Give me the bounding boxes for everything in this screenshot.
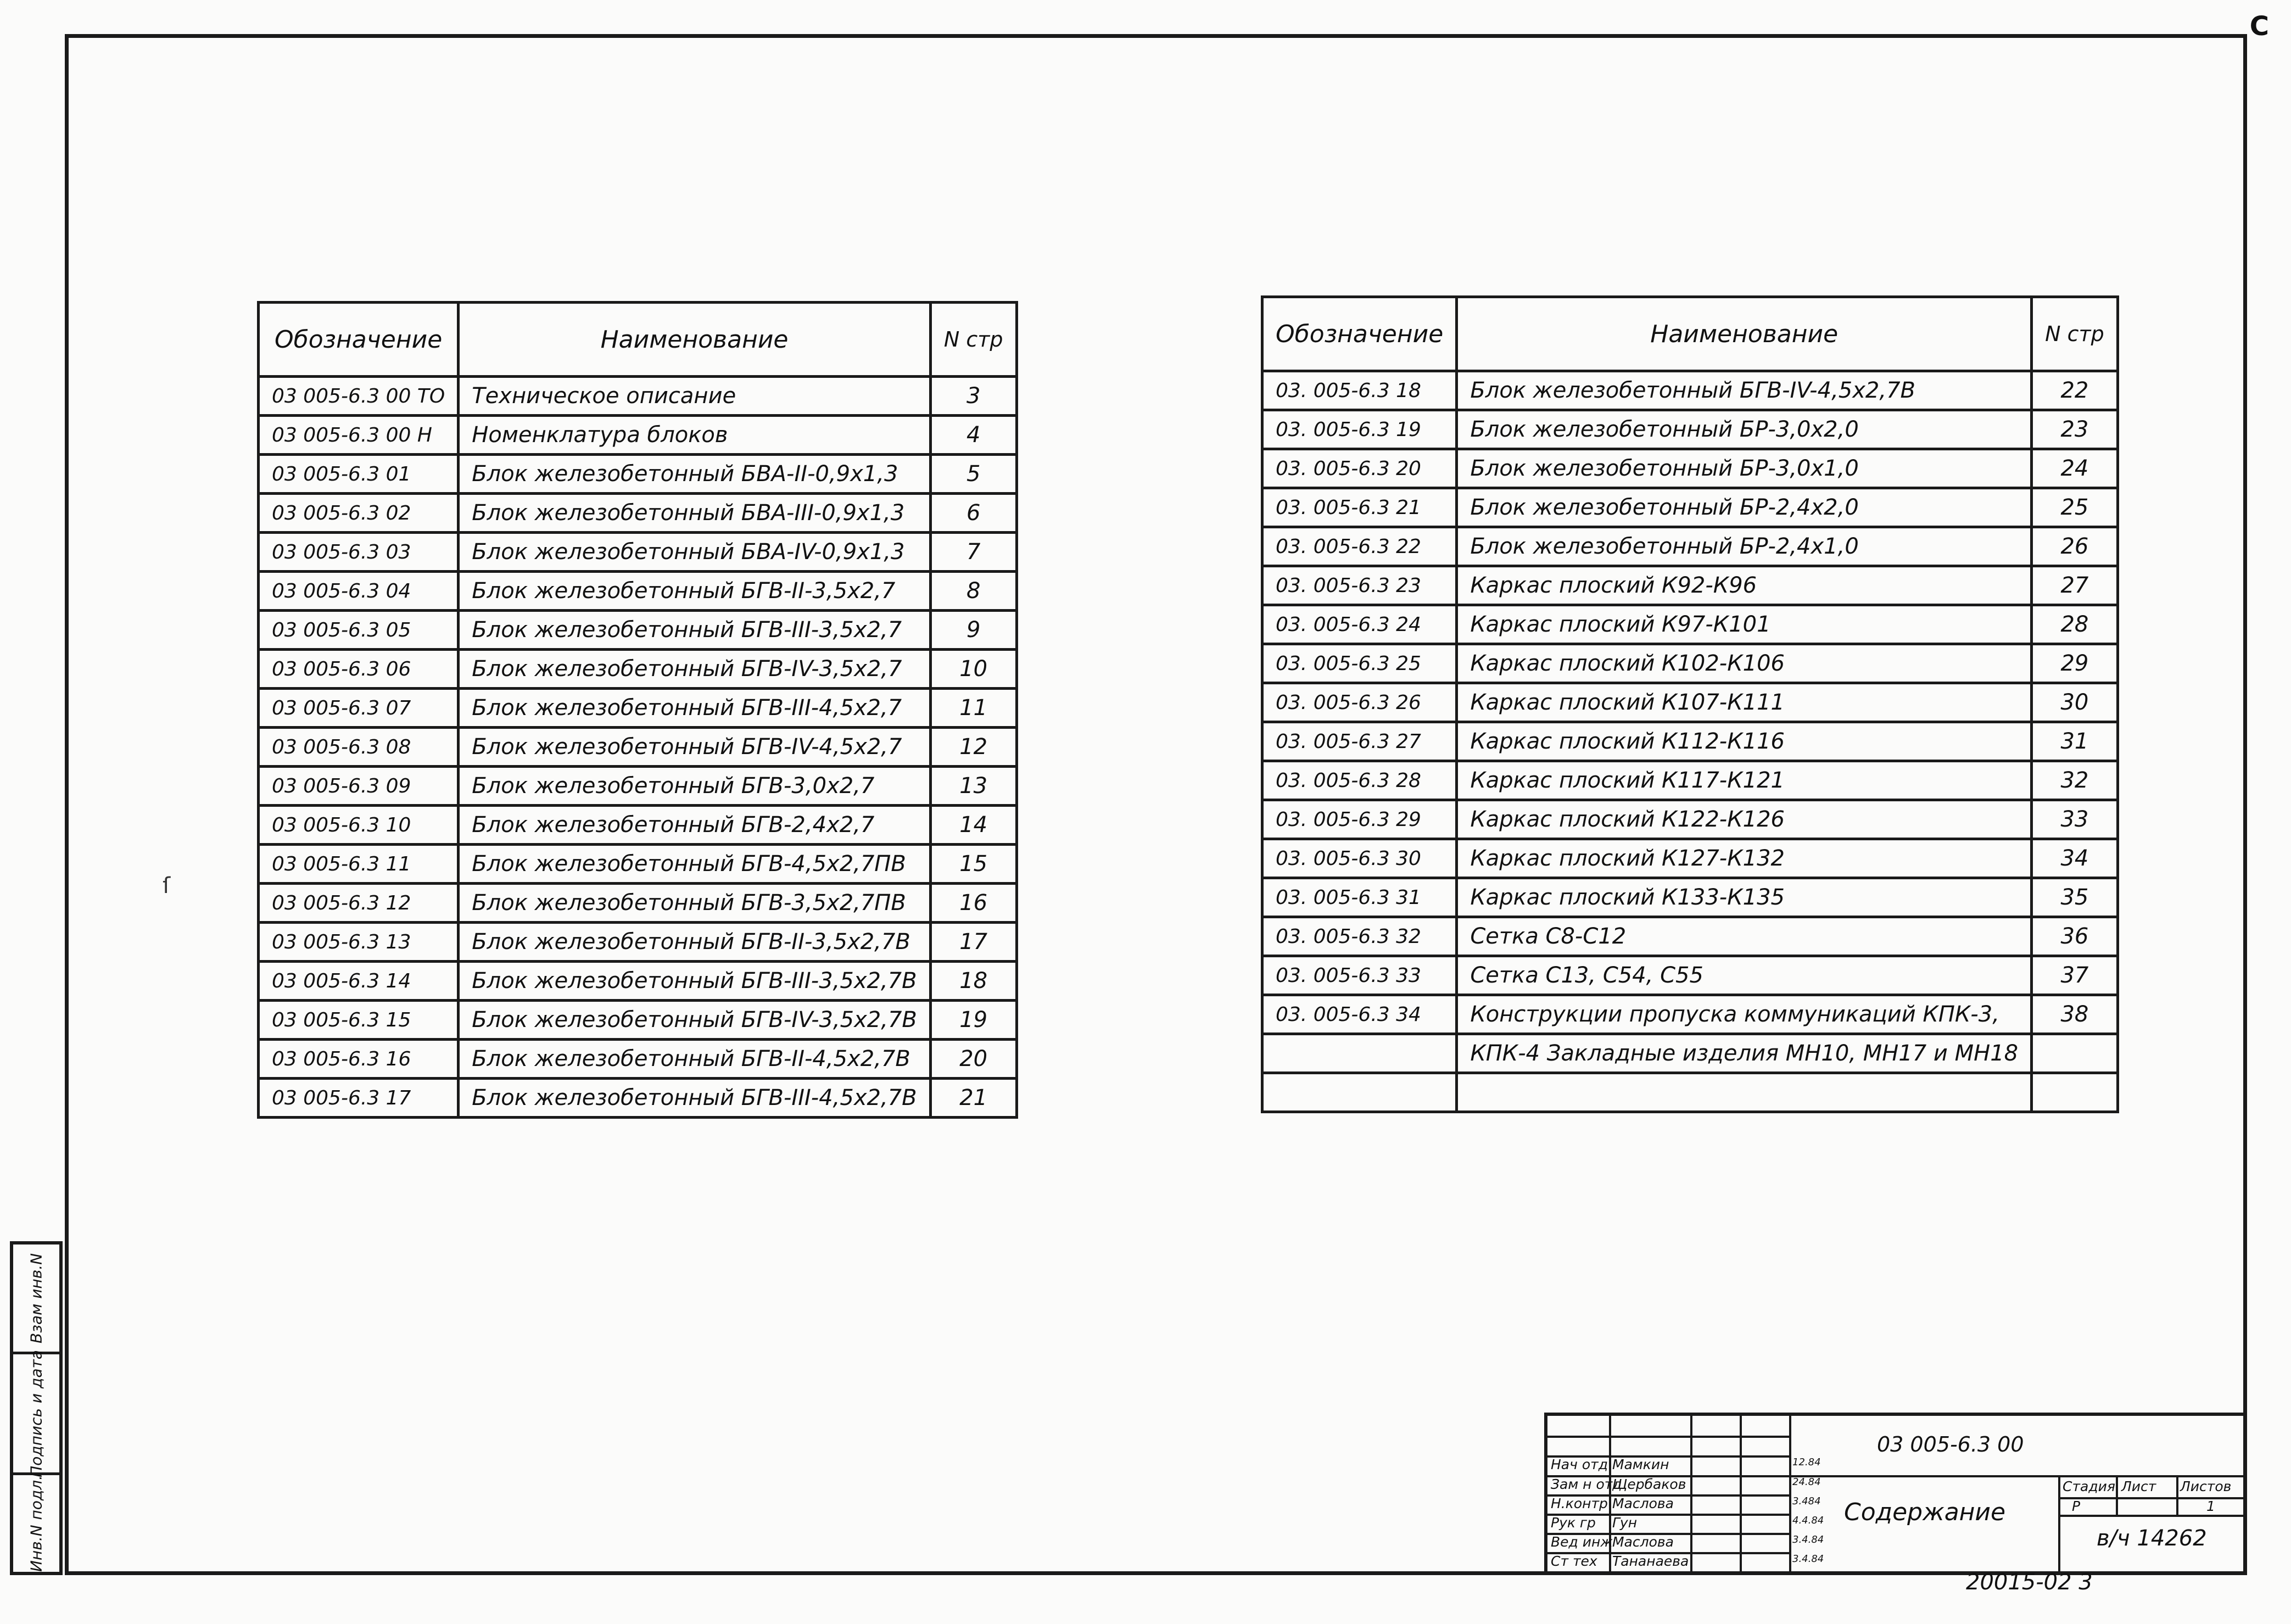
row-name — [1457, 1073, 2032, 1112]
row-name: Блок железобетонный БГВ-III-3,5х2,7 — [459, 611, 931, 650]
contents-table-right — [1261, 295, 2119, 1113]
table-row — [259, 533, 1017, 572]
table-row — [259, 572, 1017, 611]
row-code: 03. 005-6.3 30 — [1262, 839, 1457, 878]
staff-role: Рук гр — [1551, 1515, 1596, 1531]
row-page: 18 — [930, 962, 1016, 1001]
row-code: 03. 005-6.3 21 — [1262, 488, 1457, 527]
sheets-label: Листов — [2180, 1478, 2232, 1494]
row-code: 03 005-6.3 01 — [259, 455, 459, 494]
table-header-row — [1262, 297, 2118, 371]
row-code: 03 005-6.3 16 — [259, 1040, 459, 1079]
row-code: 03. 005-6.3 27 — [1262, 722, 1457, 761]
staff-role: Ст тех — [1551, 1553, 1597, 1569]
document-title: Содержание — [1844, 1498, 2006, 1526]
table-row — [1262, 800, 2118, 839]
row-name: КПК-4 Закладные изделия МН10, МН17 и МН18 — [1457, 1034, 2032, 1073]
table-row — [1262, 1073, 2118, 1112]
stage-label: Стадия — [2063, 1478, 2115, 1494]
row-name: Блок железобетонный БГВ-2,4х2,7 — [459, 806, 931, 845]
row-name: Блок железобетонный БГВ-IV-4,5х2,7В — [1457, 371, 2032, 410]
row-code: 03 005-6.3 06 — [259, 650, 459, 689]
row-name: Сетка С8-С12 — [1457, 917, 2032, 956]
staff-date: 3.484 — [1792, 1495, 1821, 1507]
row-code: 03 005-6.3 17 — [259, 1079, 459, 1118]
row-name: Каркас плоский К122-К126 — [1457, 800, 2032, 839]
side-approval-strip — [10, 1241, 63, 1575]
row-name: Техническое описание — [459, 377, 931, 416]
table-row — [1262, 410, 2118, 449]
row-name: Каркас плоский К133-К135 — [1457, 878, 2032, 917]
row-page: 35 — [2032, 878, 2118, 917]
row-page: 22 — [2032, 371, 2118, 410]
row-code: 03 005-6.3 12 — [259, 884, 459, 923]
row-code: 03 005-6.3 02 — [259, 494, 459, 533]
header-name: Наименование — [459, 303, 931, 377]
row-name: Каркас плоский К112-К116 — [1457, 722, 2032, 761]
staff-role: Вед инж — [1551, 1534, 1613, 1550]
row-code: 03. 005-6.3 22 — [1262, 527, 1457, 566]
row-page: 17 — [930, 923, 1016, 962]
row-code: 03 005-6.3 14 — [259, 962, 459, 1001]
row-page: 32 — [2032, 761, 2118, 800]
staff-name: Маслова — [1612, 1534, 1674, 1550]
row-code — [1262, 1073, 1457, 1112]
staff-name: Тананаева — [1612, 1553, 1689, 1569]
row-page: 21 — [930, 1079, 1016, 1118]
row-name: Блок железобетонный БГВ-IV-3,5х2,7В — [459, 1001, 931, 1040]
row-code: 03. 005-6.3 26 — [1262, 683, 1457, 722]
row-name: Блок железобетонный БГВ-III-3,5х2,7В — [459, 962, 931, 1001]
table-row — [1262, 605, 2118, 644]
side-cell-label: Взам инв.N — [27, 1253, 46, 1343]
staff-role: Нач отд — [1551, 1456, 1608, 1472]
row-page: 19 — [930, 1001, 1016, 1040]
row-code: 03. 005-6.3 23 — [1262, 566, 1457, 605]
table-row — [259, 1040, 1017, 1079]
row-code: 03 005-6.3 11 — [259, 845, 459, 884]
row-page: 38 — [2032, 995, 2118, 1034]
row-page: 12 — [930, 728, 1016, 767]
row-page: 16 — [930, 884, 1016, 923]
sheet-label: Лист — [2121, 1478, 2156, 1494]
row-name: Блок железобетонный БГВ-IV-4,5х2,7 — [459, 728, 931, 767]
side-cell-signature — [13, 1349, 59, 1477]
row-name: Блок железобетонный БГВ-III-4,5х2,7В — [459, 1079, 931, 1118]
table-row — [259, 767, 1017, 806]
row-page: 5 — [930, 455, 1016, 494]
row-code: 03. 005-6.3 28 — [1262, 761, 1457, 800]
table-row — [259, 806, 1017, 845]
row-page: 36 — [2032, 917, 2118, 956]
row-code: 03. 005-6.3 19 — [1262, 410, 1457, 449]
row-code: 03. 005-6.3 20 — [1262, 449, 1457, 488]
header-code: Обозначение — [1262, 297, 1457, 371]
table-row — [259, 728, 1017, 767]
row-code: 03. 005-6.3 32 — [1262, 917, 1457, 956]
row-page: 7 — [930, 533, 1016, 572]
staff-date: 3.4.84 — [1792, 1553, 1824, 1565]
row-name: Номенклатура блоков — [459, 416, 931, 455]
row-code: 03. 005-6.3 25 — [1262, 644, 1457, 683]
table-row — [259, 1079, 1017, 1118]
row-name: Каркас плоский К92-К96 — [1457, 566, 2032, 605]
table-row — [1262, 956, 2118, 995]
row-name: Блок железобетонный БР-2,4х1,0 — [1457, 527, 2032, 566]
row-page: 6 — [930, 494, 1016, 533]
table-row — [259, 611, 1017, 650]
row-name: Блок железобетонный БГВ-4,5х2,7ПВ — [459, 845, 931, 884]
table-row — [1262, 566, 2118, 605]
row-page: 10 — [930, 650, 1016, 689]
row-page — [2032, 1073, 2118, 1112]
table-header-row — [259, 303, 1017, 377]
row-code: 03 005-6.3 15 — [259, 1001, 459, 1040]
row-name: Каркас плоский К107-К111 — [1457, 683, 2032, 722]
row-name: Каркас плоский К102-К106 — [1457, 644, 2032, 683]
staff-role: Зам н отд — [1551, 1476, 1622, 1492]
table-row — [1262, 644, 2118, 683]
table-row — [259, 1001, 1017, 1040]
staff-name: Маслова — [1612, 1495, 1674, 1511]
row-page: 20 — [930, 1040, 1016, 1079]
table-row — [259, 416, 1017, 455]
table-row — [1262, 722, 2118, 761]
table-row — [259, 689, 1017, 728]
row-page: 4 — [930, 416, 1016, 455]
side-cell-inventory — [13, 1475, 59, 1572]
row-name: Сетка С13, С54, С55 — [1457, 956, 2032, 995]
row-page: 37 — [2032, 956, 2118, 995]
side-cell-replace — [13, 1244, 59, 1354]
row-name: Блок железобетонный БГВ-3,5х2,7ПВ — [459, 884, 931, 923]
row-name: Блок железобетонный БР-3,0х1,0 — [1457, 449, 2032, 488]
staff-name: Мамкин — [1612, 1456, 1669, 1472]
staff-date: 12.84 — [1792, 1456, 1821, 1468]
table-row — [259, 377, 1017, 416]
row-page: 15 — [930, 845, 1016, 884]
row-page: 33 — [2032, 800, 2118, 839]
row-code: 03 005-6.3 10 — [259, 806, 459, 845]
organization: в/ч 14262 — [2097, 1526, 2207, 1551]
table-row — [1262, 917, 2118, 956]
row-name: Блок железобетонный БГВ-IV-3,5х2,7 — [459, 650, 931, 689]
row-code — [1262, 1034, 1457, 1073]
title-block — [1544, 1413, 2247, 1575]
row-code: 03. 005-6.3 33 — [1262, 956, 1457, 995]
side-cell-label: Подпись и дата — [27, 1349, 46, 1477]
row-page: 27 — [2032, 566, 2118, 605]
bottom-note: 20015-02 3 — [1966, 1570, 2093, 1595]
row-code: 03 005-6.3 08 — [259, 728, 459, 767]
row-page: 14 — [930, 806, 1016, 845]
row-code: 03 005-6.3 05 — [259, 611, 459, 650]
table-row — [259, 494, 1017, 533]
row-name: Блок железобетонный БГВ-3,0х2,7 — [459, 767, 931, 806]
table-row — [259, 962, 1017, 1001]
row-code: 03 005-6.3 07 — [259, 689, 459, 728]
table-row — [1262, 761, 2118, 800]
stage-value: Р — [2072, 1498, 2081, 1514]
row-code: 03 005-6.3 03 — [259, 533, 459, 572]
table-row — [1262, 839, 2118, 878]
row-page: 34 — [2032, 839, 2118, 878]
staff-date: 3.4.84 — [1792, 1534, 1824, 1545]
staff-date: 24.84 — [1792, 1476, 1821, 1488]
corner-note: С — [2249, 11, 2269, 42]
row-code: 03. 005-6.3 29 — [1262, 800, 1457, 839]
side-cell-label: Инв.N подл. — [27, 1475, 46, 1572]
row-name: Блок железобетонный БГВ-III-4,5х2,7 — [459, 689, 931, 728]
table-row — [1262, 371, 2118, 410]
row-code: 03 005-6.3 13 — [259, 923, 459, 962]
row-page: 11 — [930, 689, 1016, 728]
row-page: 9 — [930, 611, 1016, 650]
row-page: 30 — [2032, 683, 2118, 722]
table-row — [1262, 683, 2118, 722]
row-name: Конструкции пропуска коммуникаций КПК-3, — [1457, 995, 2032, 1034]
table-row — [1262, 878, 2118, 917]
row-page: 28 — [2032, 605, 2118, 644]
row-page: 8 — [930, 572, 1016, 611]
row-page: 31 — [2032, 722, 2118, 761]
contents-table-left — [257, 301, 1018, 1119]
row-code: 03 005-6.3 00 ТО — [259, 377, 459, 416]
row-name: Блок железобетонный БВА-II-0,9х1,3 — [459, 455, 931, 494]
staff-name: Гун — [1612, 1515, 1638, 1531]
row-page: 26 — [2032, 527, 2118, 566]
sheets-value: 1 — [2206, 1498, 2215, 1514]
row-name: Блок железобетонный БВА-III-0,9х1,3 — [459, 494, 931, 533]
row-code: 03. 005-6.3 34 — [1262, 995, 1457, 1034]
row-page: 23 — [2032, 410, 2118, 449]
header-code: Обозначение — [259, 303, 459, 377]
row-name: Каркас плоский К117-К121 — [1457, 761, 2032, 800]
table-row — [259, 923, 1017, 962]
row-code: 03 005-6.3 09 — [259, 767, 459, 806]
row-name: Каркас плоский К127-К132 — [1457, 839, 2032, 878]
table-row — [259, 650, 1017, 689]
row-name: Блок железобетонный БВА-IV-0,9х1,3 — [459, 533, 931, 572]
staff-role: Н.контр — [1551, 1495, 1608, 1511]
row-code: 03 005-6.3 04 — [259, 572, 459, 611]
table-row — [1262, 527, 2118, 566]
table-row — [259, 455, 1017, 494]
header-name: Наименование — [1457, 297, 2032, 371]
table-row — [1262, 995, 2118, 1034]
table-row — [259, 845, 1017, 884]
row-code: 03. 005-6.3 31 — [1262, 878, 1457, 917]
header-page: N стр — [930, 303, 1016, 377]
row-name: Блок железобетонный БР-2,4х2,0 — [1457, 488, 2032, 527]
stray-mark: ſ — [163, 873, 171, 898]
row-page — [2032, 1034, 2118, 1073]
table-row — [259, 884, 1017, 923]
row-page: 29 — [2032, 644, 2118, 683]
row-page: 25 — [2032, 488, 2118, 527]
row-code: 03 005-6.3 00 Н — [259, 416, 459, 455]
row-name: Блок железобетонный БГВ-II-4,5х2,7В — [459, 1040, 931, 1079]
document-code: 03 005-6.3 00 — [1877, 1432, 2024, 1456]
staff-name: Щербаков — [1612, 1476, 1686, 1492]
row-name: Блок железобетонный БР-3,0х2,0 — [1457, 410, 2032, 449]
row-page: 13 — [930, 767, 1016, 806]
row-name: Блок железобетонный БГВ-II-3,5х2,7 — [459, 572, 931, 611]
table-row — [1262, 449, 2118, 488]
row-name: Каркас плоский К97-К101 — [1457, 605, 2032, 644]
row-page: 3 — [930, 377, 1016, 416]
row-page: 24 — [2032, 449, 2118, 488]
table-row — [1262, 1034, 2118, 1073]
staff-date: 4.4.84 — [1792, 1515, 1824, 1526]
header-page: N стр — [2032, 297, 2118, 371]
table-row — [1262, 488, 2118, 527]
row-name: Блок железобетонный БГВ-II-3,5х2,7В — [459, 923, 931, 962]
row-code: 03. 005-6.3 18 — [1262, 371, 1457, 410]
row-code: 03. 005-6.3 24 — [1262, 605, 1457, 644]
